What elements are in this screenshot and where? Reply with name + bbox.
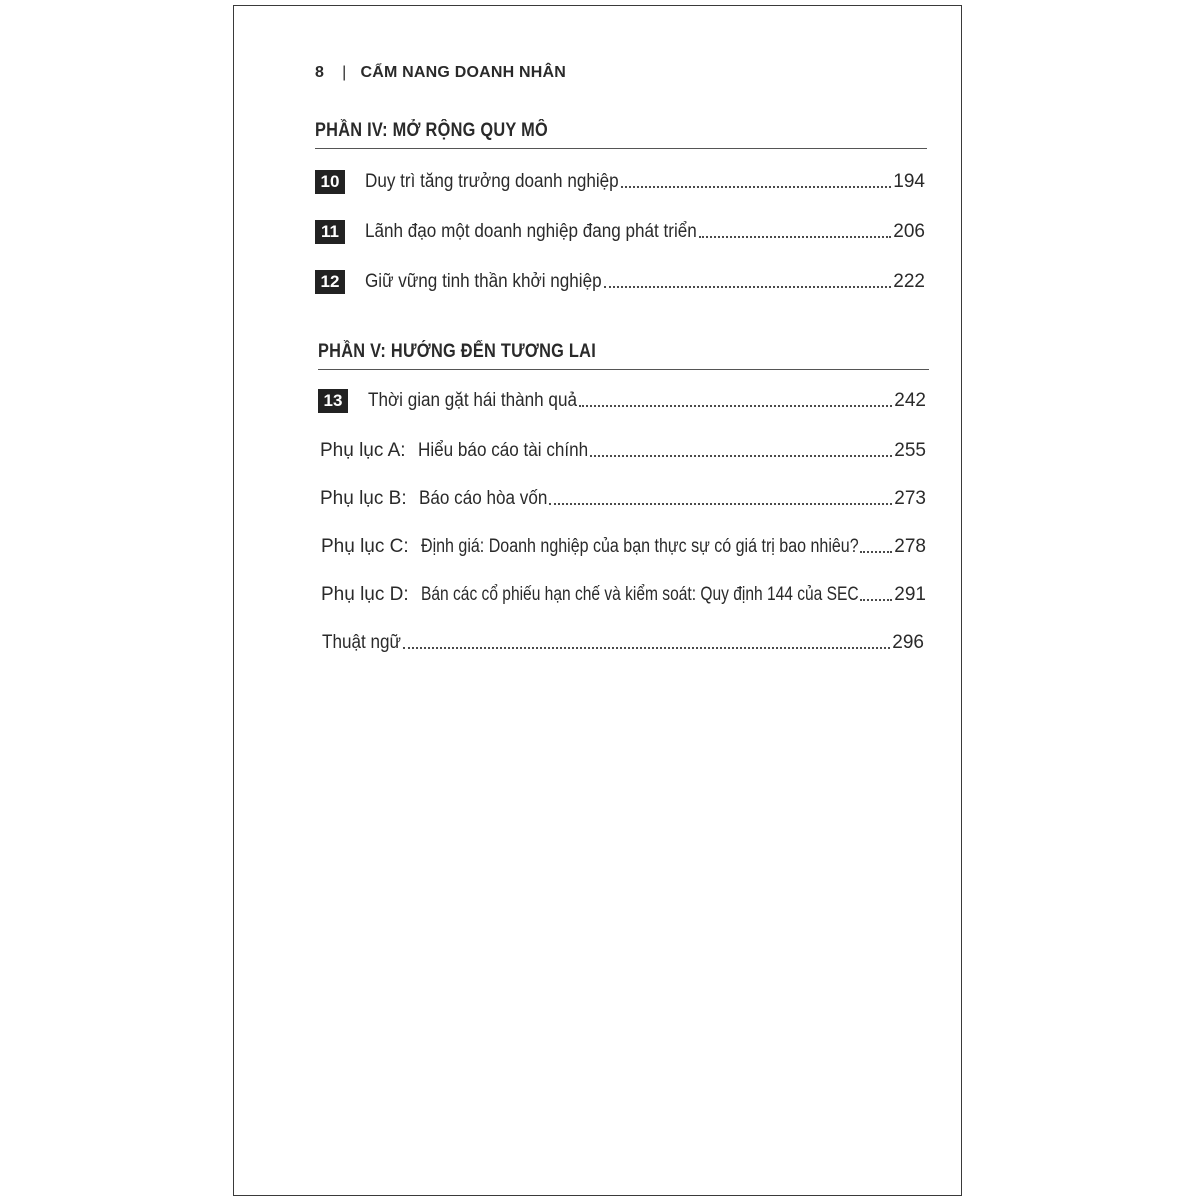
appendix-page-number: 255 — [894, 440, 926, 461]
toc-chapter-entry[interactable] — [318, 387, 926, 415]
dot-leader — [621, 186, 892, 188]
chapter-page-number: 194 — [893, 171, 925, 192]
chapter-page-number: 242 — [894, 390, 926, 411]
part-rule — [318, 369, 929, 370]
appendix-page-number: 278 — [894, 536, 926, 557]
glossary-title: Thuật ngữ — [322, 632, 401, 653]
chapter-number-badge: 11 — [315, 220, 345, 244]
chapter-title: Lãnh đạo một doanh nghiệp đang phát triển — [365, 221, 697, 242]
chapter-number-badge: 12 — [315, 270, 345, 294]
chapter-title: Thời gian gặt hái thành quả — [368, 390, 577, 411]
chapter-title: Giữ vững tinh thần khởi nghiệp — [365, 271, 602, 292]
running-head-separator: | — [342, 64, 347, 81]
dot-leader — [604, 286, 892, 288]
appendix-label: Phụ lục B: — [320, 488, 407, 509]
dot-leader — [579, 405, 892, 407]
book-page — [233, 5, 962, 1196]
chapter-number-badge: 13 — [318, 389, 348, 413]
toc-appendix-entry[interactable] — [321, 581, 926, 609]
dot-leader — [699, 236, 891, 238]
chapter-number-badge: 10 — [315, 170, 345, 194]
running-head-page-number: 8 — [315, 64, 325, 81]
toc-appendix-entry[interactable] — [320, 485, 926, 513]
chapter-page-number: 206 — [893, 221, 925, 242]
running-head-book-title: CẨM NANG DOANH NHÂN — [360, 64, 567, 81]
appendix-page-number: 273 — [894, 488, 926, 509]
part-title: PHẦN V: HƯỚNG ĐẾN TƯƠNG LAI — [318, 341, 597, 362]
appendix-title: Hiểu báo cáo tài chính — [417, 440, 588, 461]
running-head — [315, 62, 566, 84]
dot-leader — [549, 503, 892, 505]
toc-appendix-entry[interactable] — [320, 437, 926, 465]
part-rule — [315, 148, 927, 149]
dot-leader — [403, 647, 890, 649]
appendix-title: Định giá: Doanh nghiệp của bạn thực sự có giá trị bao nhiêu? — [420, 536, 859, 557]
appendix-label: Phụ lục D: — [321, 584, 409, 605]
dot-leader — [590, 455, 893, 457]
appendix-title: Bán các cổ phiếu hạn chế và kiểm soát: Quy định 144 của SEC — [420, 584, 859, 605]
appendix-title: Báo cáo hòa vốn — [418, 488, 547, 509]
chapter-title: Duy trì tăng trưởng doanh nghiệp — [365, 171, 619, 192]
toc-glossary-entry[interactable] — [322, 629, 924, 657]
dot-leader — [860, 551, 892, 553]
appendix-page-number: 291 — [894, 584, 926, 605]
toc-chapter-entry[interactable] — [315, 168, 925, 196]
glossary-page-number: 296 — [892, 632, 924, 653]
dot-leader — [860, 599, 892, 601]
part-title: PHẦN IV: MỞ RỘNG QUY MÔ — [315, 120, 548, 141]
toc-chapter-entry[interactable] — [315, 268, 925, 296]
toc-chapter-entry[interactable] — [315, 218, 925, 246]
toc-appendix-entry[interactable] — [321, 533, 926, 561]
chapter-page-number: 222 — [893, 271, 925, 292]
appendix-label: Phụ lục A: — [320, 440, 406, 461]
appendix-label: Phụ lục C: — [321, 536, 409, 557]
